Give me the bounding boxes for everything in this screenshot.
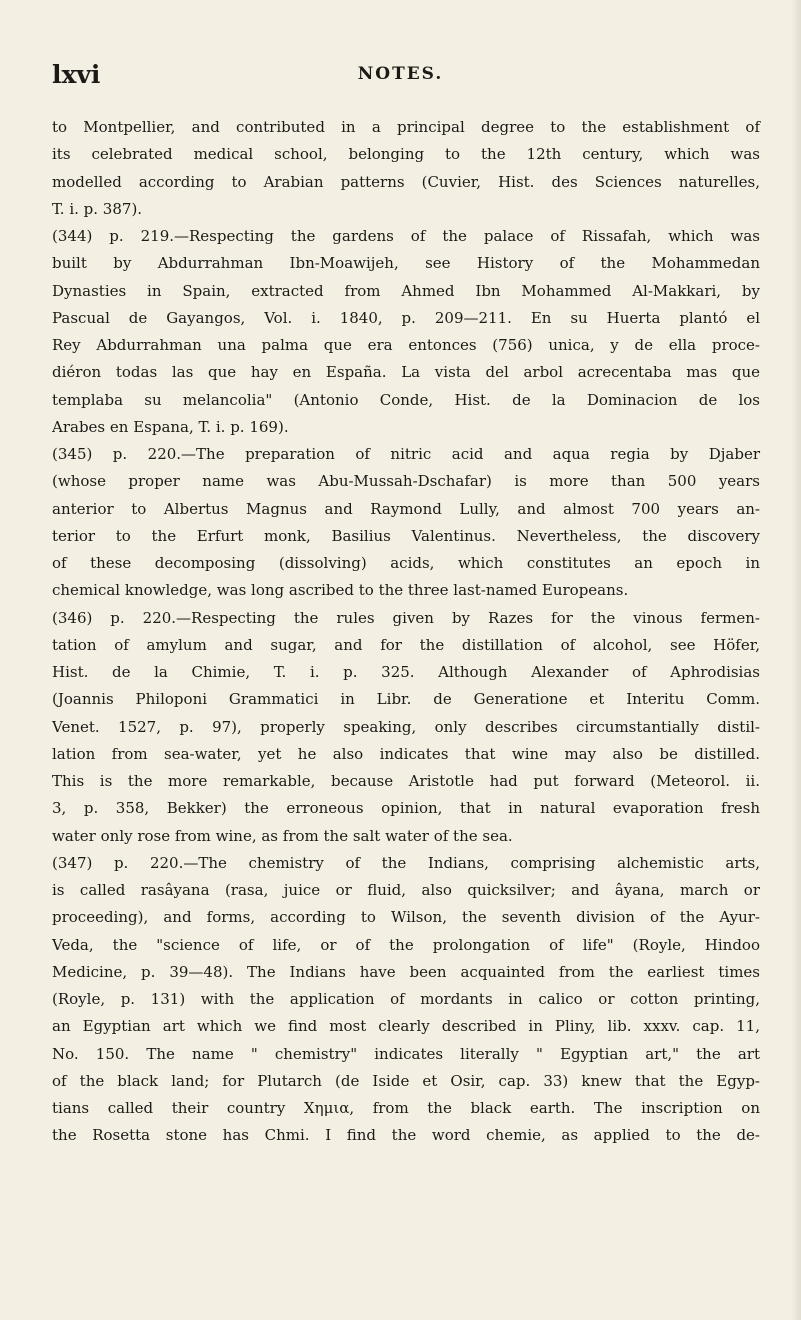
text-line: (345) p. 220.—The preparation of nitric acid and aqua regia by Djaber [52, 445, 760, 463]
running-head: NOTES. [357, 64, 444, 84]
text-line: its celebrated medical school, belonging to the 12th century, which was [52, 145, 760, 164]
text-line: 3, p. 358, Bekker) the erroneous opinion, that in natural evaporation fresh [52, 799, 760, 818]
text-line: (Joannis Philoponi Grammatici in Libr. de Generatione et Interitu Comm. [52, 690, 760, 709]
text-line: (Royle, p. 131) with the application of mordants in calico or cotton printing, [52, 990, 760, 1008]
text-line: Rey Abdurrahman una palma que era entonces (756) unica, y de ella proce- [52, 336, 760, 354]
text-line: (347) p. 220.—The chemistry of the Indians, comprising alchemistic arts, [52, 853, 760, 872]
text-line: Dynasties in Spain, extracted from Ahmed Ibn Mohammed Al-Makkari, by [52, 281, 760, 300]
text-line: terior to the Erfurt monk, Basilius Valentinus. Nevertheless, the discovery [52, 526, 760, 545]
text-line: tians called their country Χημια, from the black earth. The inscription on [52, 1099, 760, 1117]
text-line: to Montpellier, and contributed in a principal degree to the establishment of [52, 118, 760, 136]
text-line: Medicine, p. 39—48). The Indians have been acquainted from the earliest times [52, 962, 760, 981]
text-line: built by Abdurrahman Ibn-Moawijeh, see History of the Mohammedan [52, 254, 760, 273]
text-line: an Egyptian art which we find most clearly described in Pliny, lib. xxxv. cap. 11, [52, 1017, 760, 1036]
text-line: anterior to Albertus Magnus and Raymond Lully, and almost 700 years an- [52, 499, 760, 518]
text-line: Pascual de Gayangos, Vol. i. 1840, p. 209—211. En su Huerta plantó el [52, 308, 760, 327]
text-line: No. 150. The name " chemistry" indicates literally " Egyptian art," the art [52, 1044, 760, 1063]
text-line: the Rosetta stone has Chmi. I find the word chemie, as applied to the de- [52, 1126, 760, 1145]
text-line: T. i. p. 387). [52, 199, 143, 218]
text-line: is called rasâyana (rasa, juice or fluid, also quicksilver; and âyana, march or [52, 881, 760, 899]
page-edge [791, 0, 801, 1320]
text-line: tation of amylum and sugar, and for the distillation of alcohol, see Höfer, [52, 635, 760, 654]
text-line: lation from sea-water, yet he also indicates that wine may also be distilled. [52, 744, 760, 763]
text-line: (346) p. 220.—Respecting the rules given by Razes for the vinous fermen- [52, 608, 760, 627]
page-number: lxvi [52, 60, 101, 89]
text-line: of these decomposing (dissolving) acids, which constitutes an epoch in [52, 554, 760, 572]
text-line: diéron todas las que hay en España. La vista del arbol acrecentaba mas que [52, 363, 760, 382]
text-line: templaba su melancolia" (Antonio Conde, Hist. de la Dominacion de los [52, 390, 760, 409]
text-line: modelled according to Arabian patterns (Cuvier, Hist. des Sciences naturelles, [52, 172, 760, 191]
text-line: Venet. 1527, p. 97), properly speaking, only describes circumstantially distil- [52, 717, 760, 736]
text-line: Hist. de la Chimie, T. i. p. 325. Although Alexander of Aphrodisias [52, 663, 760, 681]
text-line: of the black land; for Plutarch (de Iside et Osir, cap. 33) knew that the Egyp- [52, 1071, 760, 1090]
notes-text [52, 114, 760, 1150]
text-line: (whose proper name was Abu-Mussah-Dschafar) is more than 500 years [52, 472, 760, 491]
text-line: proceeding), and forms, according to Wilson, the seventh division of the Ayur- [52, 908, 760, 927]
text-line: chemical knowledge, was long ascribed to the three last-named Europeans. [52, 581, 629, 600]
text-line: This is the more remarkable, because Aristotle had put forward (Meteorol. ii. [52, 772, 760, 790]
text-line: water only rose from wine, as from the salt water of the sea. [52, 826, 513, 845]
text-line: (344) p. 219.—Respecting the gardens of the palace of Rissafah, which was [52, 227, 760, 245]
page-header [0, 60, 801, 94]
text-line: Veda, the "science of life, or of the prolongation of life" (Royle, Hindoo [52, 935, 760, 954]
text-line: Arabes en Espana, T. i. p. 169). [52, 417, 289, 436]
